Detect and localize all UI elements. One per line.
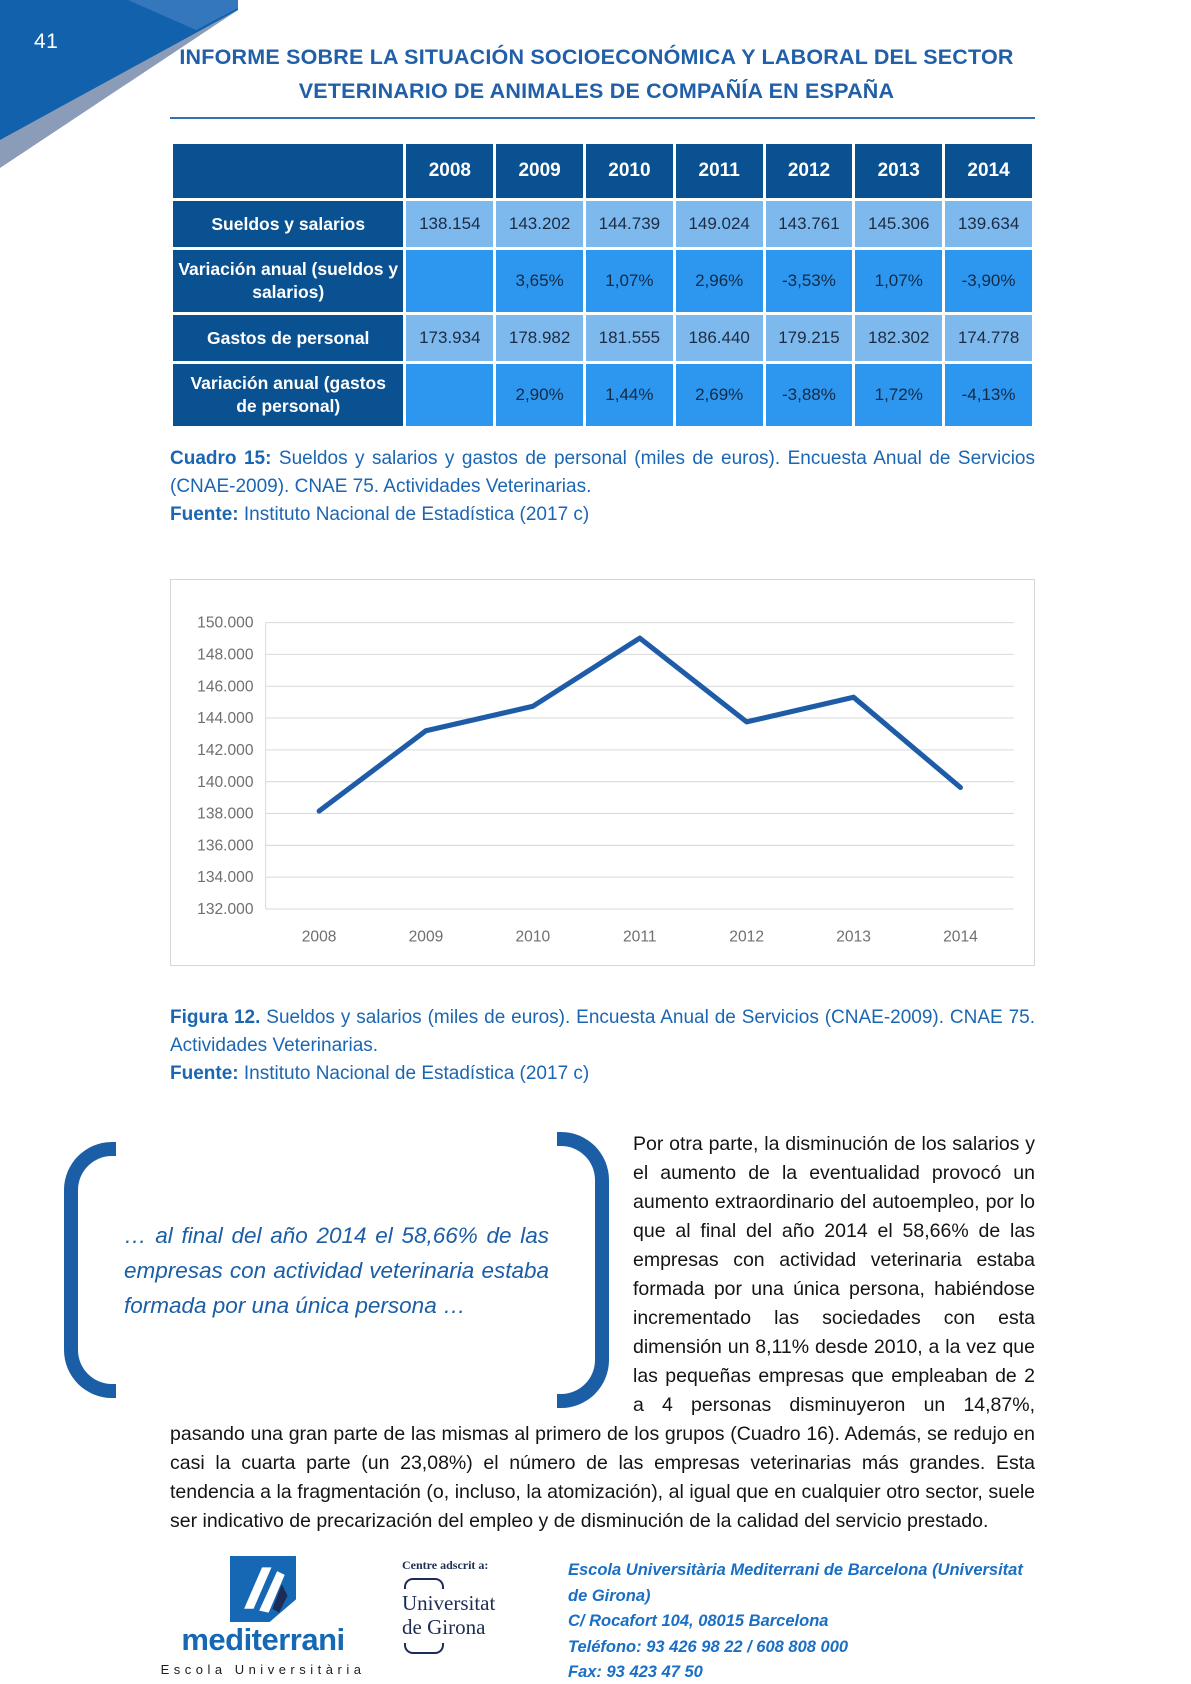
figura-fuente-label: Fuente:: [170, 1063, 239, 1084]
value-cell: 181.555: [586, 315, 673, 361]
value-cell: 1,07%: [586, 250, 673, 312]
row-label: Variación anual (gastos de personal): [173, 364, 403, 426]
udg-label: Centre adscrit a:: [402, 1558, 489, 1572]
y-tick-label: 132.000: [197, 900, 254, 919]
value-cell: 143.202: [496, 201, 583, 247]
x-tick-label: 2011: [622, 928, 657, 946]
value-cell: 179.215: [766, 315, 853, 361]
mediterrani-subtitle: Escola Universitària: [160, 1661, 366, 1677]
value-cell: 143.761: [766, 201, 853, 247]
quote-bracket-left-icon: [64, 1142, 116, 1398]
value-cell: 2,96%: [676, 250, 763, 312]
y-tick-label: 146.000: [197, 678, 254, 696]
year-header: 2013: [855, 144, 942, 198]
row-label: Gastos de personal: [173, 315, 403, 361]
page-footer: [158, 1556, 1035, 1684]
y-tick-label: 148.000: [197, 646, 254, 664]
x-tick-label: 2012: [729, 928, 765, 946]
line-chart-svg: [177, 596, 1028, 956]
value-cell: [406, 364, 493, 426]
cuadro-caption: [170, 445, 1035, 529]
title-underline: [170, 117, 1035, 119]
page-number: 41: [34, 30, 59, 53]
value-cell: 173.934: [406, 315, 493, 361]
mediterrani-logo-icon: [230, 1556, 296, 1622]
contact-line: Teléfono: 93 426 98 22 / 608 808 000: [568, 1637, 849, 1656]
udg-brace-top-icon: [404, 1578, 444, 1589]
year-header: 2010: [586, 144, 673, 198]
value-cell: 139.634: [945, 201, 1032, 247]
value-cell: 174.778: [945, 315, 1032, 361]
page-title-line1: INFORME SOBRE LA SITUACIÓN SOCIOECONÓMICA Y LABORAL DEL SECTOR: [179, 45, 1014, 69]
body-text-section: [124, 1130, 1035, 1536]
y-tick-label: 150.000: [197, 614, 254, 632]
corner-decoration: [0, 0, 240, 168]
value-cell: [406, 250, 493, 312]
x-tick-label: 2014: [943, 928, 978, 946]
salaries-line-chart: [170, 579, 1035, 966]
value-cell: 138.154: [406, 201, 493, 247]
row-label: Variación anual (sueldos y salarios): [173, 250, 403, 312]
y-tick-label: 134.000: [197, 869, 254, 887]
y-tick-label: 136.000: [197, 837, 254, 855]
value-cell: 182.302: [855, 315, 942, 361]
figura-fuente: [170, 1060, 1035, 1088]
footer-contact-block: [568, 1556, 1035, 1684]
value-cell: -3,88%: [766, 364, 853, 426]
y-tick-label: 144.000: [197, 710, 254, 728]
cuadro-caption-label: Cuadro 15:: [170, 448, 272, 469]
x-tick-label: 2009: [408, 928, 444, 946]
x-tick-label: 2008: [301, 928, 337, 946]
value-cell: 1,72%: [855, 364, 942, 426]
contact-line: C/ Rocafort 104, 08015 Barcelona: [568, 1612, 829, 1630]
cuadro-caption-text: Sueldos y salarios y gastos de personal (miles de euros). Encuesta Anual de Servicios (CNAE-2009). CNAE 75. Actividades Veterinarias.: [170, 448, 1035, 497]
y-tick-label: 140.000: [197, 773, 254, 791]
contact-line: Fax: 93 423 47 50: [568, 1663, 703, 1681]
value-cell: 2,90%: [496, 364, 583, 426]
value-cell: 3,65%: [496, 250, 583, 312]
figura-caption-label: Figura 12.: [170, 1007, 261, 1028]
value-cell: 178.982: [496, 315, 583, 361]
corner-decoration-shape: [0, 0, 240, 168]
y-tick-label: 142.000: [197, 741, 254, 760]
x-tick-label: 2013: [836, 928, 871, 946]
x-tick-label: 2010: [515, 928, 551, 946]
pull-quote-text: … al final del año 2014 el 58,66% de las empresas con actividad veterinaria estaba formada por una única persona …: [124, 1222, 549, 1318]
y-tick-label: 138.000: [197, 805, 254, 823]
year-header: 2014: [945, 144, 1032, 198]
figura-caption: [170, 1004, 1035, 1088]
pull-quote-box: [64, 1130, 609, 1410]
udg-brace-bottom-icon: [404, 1643, 444, 1654]
value-cell: -3,90%: [945, 250, 1032, 312]
row-label: Sueldos y salarios: [173, 201, 403, 247]
value-cell: 186.440: [676, 315, 763, 361]
figura-fuente-text: Instituto Nacional de Estadística (2017 c): [238, 1063, 590, 1084]
value-cell: 1,44%: [586, 364, 673, 426]
value-cell: 2,69%: [676, 364, 763, 426]
year-header: 2009: [496, 144, 583, 198]
udg-wordmark-line1: Universitat: [402, 1591, 496, 1615]
value-cell: -3,53%: [766, 250, 853, 312]
udg-wordmark: [402, 1592, 534, 1639]
mediterrani-wordmark: mediterrani: [181, 1622, 345, 1657]
salaries-table: [170, 141, 1035, 429]
year-header: 2011: [676, 144, 763, 198]
value-cell: 1,07%: [855, 250, 942, 312]
cuadro-fuente-text: Instituto Nacional de Estadística (2017 c): [238, 504, 590, 525]
body-paragraph: Por otra parte, la disminución de los salarios y el aumento de la eventualidad provocó un aumento extraordinario del autoempleo, por lo que al final del año 2014 el 58,66% de las empresas con actividad veterinaria estaba formada por una única persona, habiéndose incrementado las sociedades con esta dimensión un 8,11% desde 2010, a la vez que las pequeñas empresas que empleaban de 2 a 4 personas disminuyeron un 14,87%, pasando una gran parte de las mismas al primero de los grupos (Cuadro 16). Además, se redujo en casi la cuarta parte (un 23,08%) el número de las empresas veterinarias más grandes. Esta tendencia a la fragmentación (o, incluso, la atomización), al igual que en cualquier otro sector, suele ser indicativo de precarización del empleo y de disminución de la calidad del servicio prestado.: [170, 1133, 1035, 1532]
page-title-line2: VETERINARIO DE ANIMALES DE COMPAÑÍA EN ESPAÑA: [298, 79, 895, 103]
data-line-sueldos: [319, 638, 960, 811]
cuadro-fuente-label: Fuente:: [170, 504, 239, 525]
contact-line: Escola Universitària Mediterrani de Barcelona (Universitat de Girona): [568, 1561, 1023, 1605]
figura-caption-text: Sueldos y salarios (miles de euros). Encuesta Anual de Servicios (CNAE-2009). CNAE 75. Actividades Veterinarias.: [170, 1007, 1036, 1056]
value-cell: 144.739: [586, 201, 673, 247]
value-cell: 145.306: [855, 201, 942, 247]
udg-wordmark-line2: de Girona: [402, 1614, 486, 1639]
udg-logo: [402, 1556, 534, 1654]
page-title: [158, 40, 1035, 108]
value-cell: -4,13%: [945, 364, 1032, 426]
mediterrani-logo: [158, 1556, 368, 1677]
year-header: 2012: [766, 144, 853, 198]
value-cell: 149.024: [676, 201, 763, 247]
quote-bracket-right-icon: [557, 1132, 609, 1408]
year-header: 2008: [406, 144, 493, 198]
cuadro-fuente: [170, 501, 1035, 529]
